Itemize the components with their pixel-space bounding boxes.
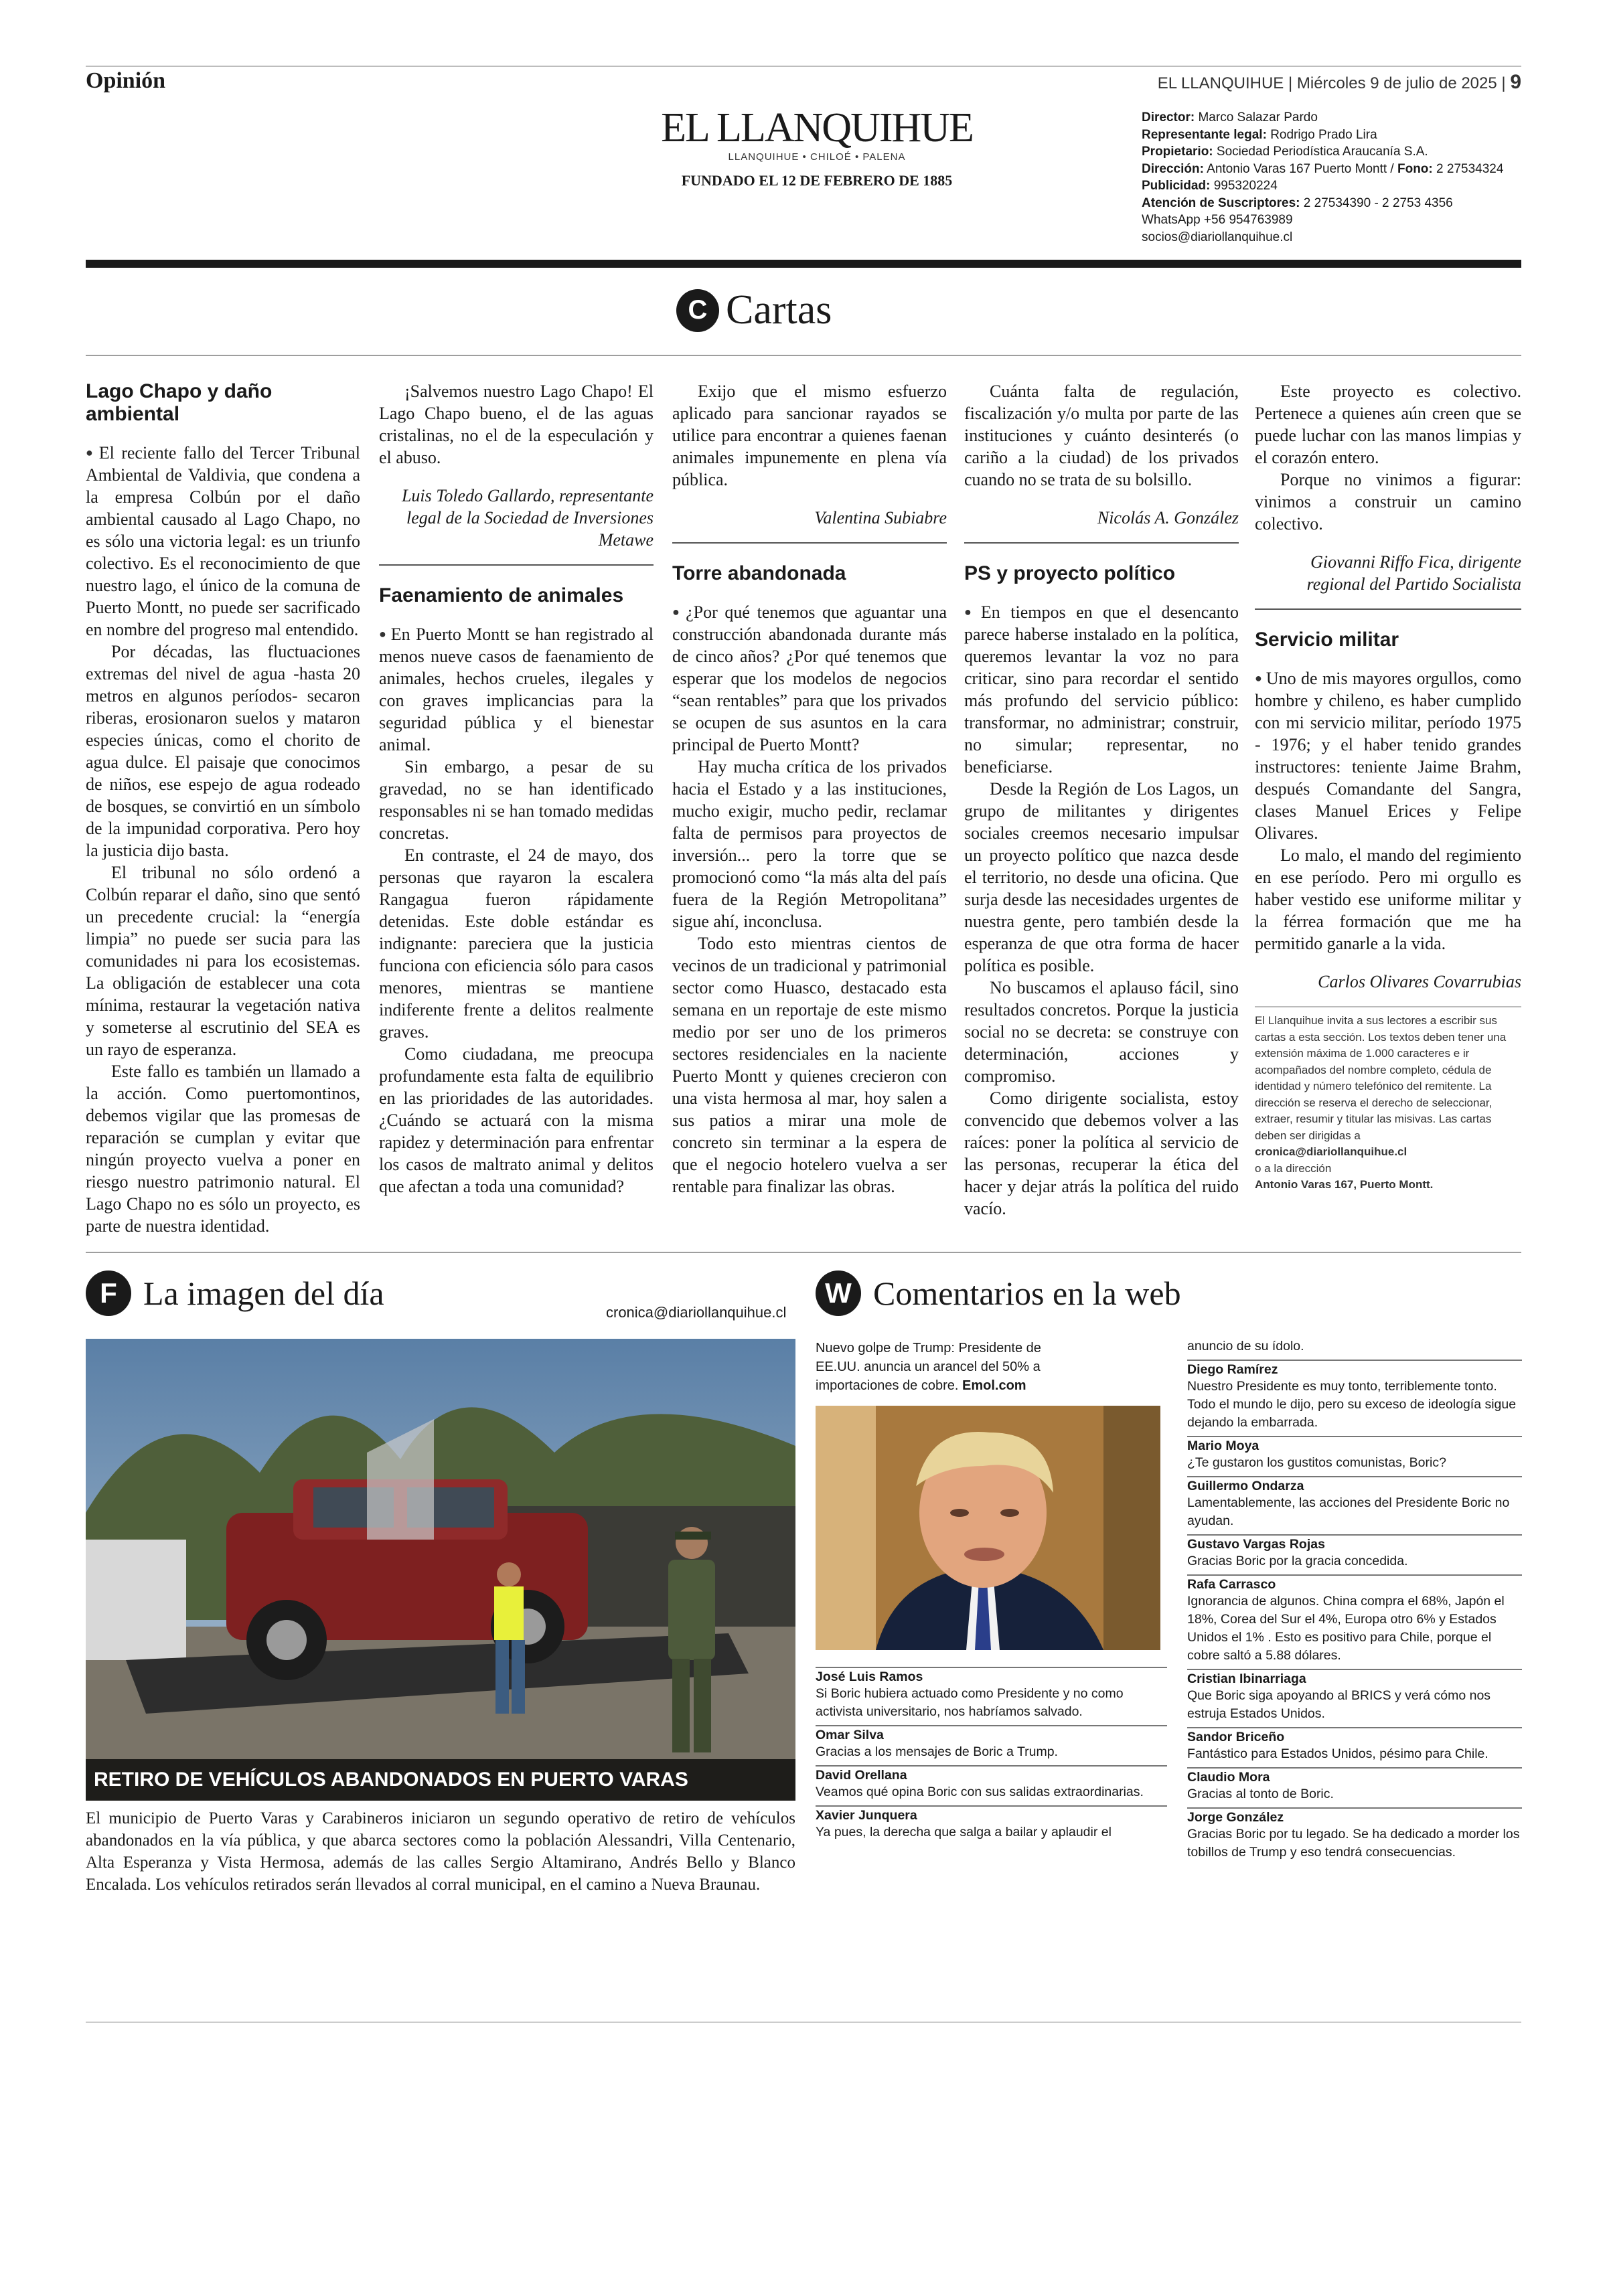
comment-continued	[1187, 1336, 1522, 1356]
comment-text: Gracias a los mensajes de Boric a Trump.	[816, 1744, 1058, 1759]
comment-text: Si Boric hubiera actuado como Presidente y no como activista universitario, nos habríamos salvado.	[816, 1686, 1124, 1719]
comment-author: Rafa Carrasco	[1187, 1577, 1276, 1592]
comment	[1187, 1807, 1522, 1862]
staff-line: Atención de Suscriptores: 2 27534390 - 2 2753 4356	[1142, 195, 1453, 210]
comment	[816, 1805, 1167, 1841]
letter-title: Lago Chapo y daño ambiental	[86, 380, 273, 425]
imagen-email[interactable]: cronica@diariollanquihue.cl	[606, 1304, 787, 1321]
letter-paragraph: El tribunal no sólo ordenó a Colbún reparar el daño, sino que sentó un precedente crucial: la “energía limpia” no puede ser sucia para las comunidades ni para los ecosistemas. La obligación de establecer una cota mínima, restaurar la vegetación nativa y someterse al escrutinio del SEA es un rayo de esperanza.	[86, 863, 360, 1059]
letter-title: Torre abandonada	[672, 562, 846, 584]
masthead-founded: FUNDADO EL 12 DE FEBRERO DE 1885	[681, 172, 953, 189]
letter-paragraph: Hay mucha crítica de los privados hacia el Estado y a las instituciones, mucho exigir, mucho pedir, reclamar falta de permisos para proyectos de inversión... pero la torre que se promocionó como “la más alta del país fuera de la Región Metropolitana” sigue ahí, inconclusa.	[672, 757, 947, 931]
letter-paragraph: Este fallo es también un llamado a la acción. Como puertomontinos, debemos vigilar que las promesas de reparación se cumplan y evitar que ningún proyecto vuelva a poner en riesgo nuestro patrimonio natural. El Lago Chapo no es sólo un proyecto, es parte de nuestra identidad.	[86, 1062, 360, 1236]
letter-title: Servicio militar	[1255, 629, 1399, 651]
letter-column-4	[964, 380, 1239, 1220]
comment-text: Veamos qué opina Boric con sus salidas extraordinarias.	[816, 1785, 1144, 1799]
staff-line: Propietario: Sociedad Periodística Araucanía S.A.	[1142, 145, 1428, 159]
letter-paragraph: Como ciudadana, me preocupa profundamente esta falta de equilibrio en las prioridades de las autoridades. ¿Cuándo se actuará con la misma rapidez y determinación para enfrentar los casos de maltrato animal y delitos que afectan a toda una comunidad?	[379, 1044, 654, 1196]
letter-paragraph: Cuánta falta de regulación, fiscalización y/o multa por parte de las instituciones y cuánto desinterés (o cariño a la ciudad) de los privados cuando no se trata de su bolsillo.	[964, 382, 1239, 489]
letter-signature: Nicolás A. González	[1097, 508, 1239, 527]
staff-line: Publicidad: 995320224	[1142, 179, 1278, 193]
header-thick-rule	[86, 260, 1521, 268]
web-source[interactable]: Emol.com	[962, 1378, 1026, 1393]
tow-truck-illustration	[86, 1339, 795, 1801]
cartas-badge-icon: C	[676, 289, 719, 332]
comment-author: Jorge González	[1187, 1810, 1284, 1825]
comment-author: Guillermo Ondarza	[1187, 1479, 1304, 1493]
comment-text: Lamentablemente, las acciones del Presidente Boric no ayudan.	[1187, 1495, 1510, 1528]
cartas-section-header	[676, 286, 832, 334]
comment	[1187, 1436, 1522, 1472]
web-title: Comentarios en la web	[873, 1275, 1181, 1312]
folio-date: Miércoles 9 de julio de 2025	[1296, 74, 1497, 92]
photo-description: El municipio de Puerto Varas y Carabineros iniciaron un segundo operativo de retiro de vehículos abandonados en la vía pública, y que abarca sectores como la población Alessandri, Villa Centenario, Alta Esperanza y Vista Hermosa, además de las calles Sergio Altamirano, Andrés Bello y Blanco Encalada. Los vehículos retirados serán llevados al corral municipal, en el camino a Nueva Braunau.	[86, 1809, 795, 1894]
imagen-badge-icon: F	[86, 1270, 131, 1316]
comment-text: Ignorancia de algunos. China compra el 68%, Japón el 18%, Corea del Sur el 4%, Europa otro 6% y Estados Unidos el 1% . Esto es positivo para Chile, porque el cobre saltó a 5.88 dólares.	[1187, 1594, 1505, 1663]
masthead-logo: EL LLANQUIHUE	[661, 105, 973, 151]
mid-rule	[86, 1252, 1521, 1253]
letter-column-1	[86, 380, 360, 1237]
letter-title: Faenamiento de animales	[379, 584, 624, 606]
comments-right-column	[1187, 1336, 1522, 1866]
bottom-rule	[86, 2022, 1521, 2023]
comment	[1187, 1727, 1522, 1763]
staff-box	[1142, 109, 1503, 246]
letter-paragraph: Exijo que el mismo esfuerzo aplicado para sancionar rayados se utilice para encontrar a quienes faenan animales impunemente en plena vía pública.	[672, 382, 947, 489]
comment	[1187, 1574, 1522, 1665]
comment-text: Fantástico para Estados Unidos, pésimo para Chile.	[1187, 1746, 1488, 1761]
submission-address: Antonio Varas 167, Puerto Montt.	[1255, 1178, 1434, 1191]
submission-email[interactable]: cronica@diariollanquihue.cl	[1255, 1145, 1407, 1158]
comment-text: ¿Te gustaron los gustitos comunistas, Boric?	[1187, 1455, 1446, 1470]
comment-author: Mario Moya	[1187, 1439, 1259, 1453]
folio: EL LLANQUIHUE | Miércoles 9 de julio de 2025 | 9	[1157, 71, 1521, 93]
comment-author: Claudio Mora	[1187, 1770, 1270, 1785]
letter-title: PS y proyecto político	[964, 562, 1176, 584]
letter-column-2	[379, 380, 654, 1198]
tow-truck-photo	[86, 1339, 795, 1801]
imagen-section-header	[86, 1270, 384, 1316]
cartas-rule	[86, 355, 1521, 356]
comment-author: Cristian Ibinarriaga	[1187, 1671, 1306, 1686]
photo-caption: RETIRO DE VEHÍCULOS ABANDONADOS EN PUERTO VARAS	[86, 1759, 795, 1801]
top-rule	[86, 66, 1521, 67]
comment-author: Sandor Briceño	[1187, 1730, 1285, 1744]
letter-paragraph: En contraste, el 24 de mayo, dos personas que rayaron la escalera Rangagua fueron rápidamente detenidas. Este doble estándar es indignante: pareciera que la justicia funciona con eficiencia sólo para casos menores, mientras se mantiene indiferente frente a delitos realmente graves.	[379, 845, 654, 1042]
comments-left-column	[816, 1667, 1167, 1846]
letter-paragraph: Por décadas, las fluctuaciones extremas del nivel de agua -hasta 20 metros en algunos períodos- secaron riberas, erosionaron suelos y mataron especies únicas, como el chorito de agua dulce. El paisaje que conocimos de niños, ese espejo de agua rodeado de bosques, se convirtió en un símbolo de la impunidad corporativa. Pero hoy la justicia dijo basta.	[86, 642, 360, 860]
letter-signature: Carlos Olivares Covarrubias	[1318, 972, 1521, 991]
letter-signature: Giovanni Riffo Fica, dirigente regional del Partido Socialista	[1306, 552, 1521, 594]
letter-column-3	[672, 380, 947, 1198]
letter-separator	[1255, 608, 1521, 610]
submission-note: El Llanquihue invita a sus lectores a escribir sus cartas a esta sección. Los textos deben tener una extensión máxima de 1.000 caracteres e ir acompañados del nombre completo, cédula de identidad y número telefónico del remitente. La dirección se reserva el derecho de seleccionar, extraer, resumir y titular las misivas. Las cartas deben ser dirigidas a cronica@diariollanquihue.cl o a la dirección Antonio Varas 167, Puerto Montt.	[1255, 1006, 1521, 1194]
letter-paragraph: Desde la Región de Los Lagos, un grupo de militantes y dirigentes sociales creemos necesario impulsar un proyecto político que nazca desde el territorio, no desde una oficina. Que surja desde las necesidades urgentes de nuestra gente, pero también desde la esperanza de que otra forma de hacer política es posible.	[964, 779, 1239, 975]
folio-newspaper: EL LLANQUIHUE	[1157, 74, 1284, 92]
letter-paragraph: Lo malo, el mando del regimiento en ese período. Pero mi orgullo es haber vestido ese uniforme militar y la férrea formación que me ha permitido ganarle a la vida.	[1255, 845, 1521, 953]
letter-signature: Valentina Subiabre	[814, 508, 947, 527]
staff-line: Director: Marco Salazar Pardo	[1142, 110, 1318, 125]
letter-column-5	[1255, 380, 1521, 1194]
comment-text: Ya pues, la derecha que salga a bailar y aplaudir el	[816, 1825, 1112, 1839]
letter-paragraph: ● Uno de mis mayores orgullos, como hombre y chileno, es haber cumplido con mi servicio militar, período 1975 - 1976; y el haber tenido grandes instructores: teniente Jaime Brahm, después Comandante del Sangra, clases Manuel Erices y Felipe Olivares.	[1255, 667, 1521, 844]
section-label: Opinión	[86, 68, 166, 93]
web-badge-icon: W	[816, 1270, 861, 1316]
letter-paragraph: ● ¿Por qué tenemos que aguantar una construcción abandonada durante más de cinco años? ¿Por qué tenemos que esperar que los modelos de negocios “sean rentables” para que los privados se ocupen de sus asuntos en la cara principal de Puerto Montt?	[672, 601, 947, 756]
comment-text: anuncio de su ídolo.	[1187, 1339, 1304, 1354]
letter-paragraph: Este proyecto es colectivo. Pertenece a quienes aún creen que se puede luchar con las manos limpias y el corazón entero.	[1255, 382, 1521, 467]
page-number: 9	[1510, 71, 1521, 93]
web-section-header	[816, 1270, 1181, 1316]
comment-author: José Luis Ramos	[816, 1669, 923, 1684]
letter-paragraph: ● En tiempos en que el desencanto parece haberse instalado en la política, queremos levantar la voz no para criticar, sino para recordar el sentido más profundo del servicio público: transformar, no administrar; construir, no simular; representar, no beneficiarse.	[964, 601, 1239, 778]
comment	[1187, 1669, 1522, 1723]
comment-text: Que Boric siga apoyando al BRICS y verá cómo nos estruja Estados Unidos.	[1187, 1688, 1491, 1721]
staff-line: WhatsApp +56 954763989	[1142, 213, 1293, 227]
letter-separator	[672, 542, 947, 544]
letter-paragraph: ● El reciente fallo del Tercer Tribunal Ambiental de Valdivia, que condena a la empresa Colbún por el daño ambiental causado al Lago Chapo, no es sólo una victoria legal: es un triunfo colectivo. Es el reconocimiento de que nuestro lago, el único de la comuna de Puerto Montt, no puede ser sacrificado en nombre del progreso mal entendido.	[86, 442, 360, 641]
letter-paragraph: Sin embargo, a pesar de su gravedad, no se han identificado responsables ni se han tomado medidas concretas.	[379, 757, 654, 843]
comment	[1187, 1476, 1522, 1530]
comment	[816, 1725, 1167, 1761]
trump-photo	[816, 1406, 1160, 1650]
comment	[816, 1667, 1167, 1721]
comment-author: David Orellana	[816, 1768, 907, 1783]
comment-author: Xavier Junquera	[816, 1808, 917, 1823]
staff-line: Dirección: Antonio Varas 167 Puerto Montt / Fono: 2 27534324	[1142, 161, 1504, 176]
comment-author: Omar Silva	[816, 1728, 884, 1742]
comment-text: Gracias Boric por tu legado. Se ha dedicado a morder los tobillos de Trump y eso tendrá consecuencias.	[1187, 1827, 1520, 1860]
staff-line: socios@diariollanquihue.cl	[1142, 230, 1293, 244]
web-lead: Nuevo golpe de Trump: Presidente de EE.UU. anuncia un arancel del 50% a importaciones de cobre. Emol.com	[816, 1341, 1041, 1393]
letter-signature: Luis Toledo Gallardo, representante legal de la Sociedad de Inversiones Metawe	[401, 486, 654, 550]
letter-paragraph: Como dirigente socialista, estoy convencido que debemos volver a las raíces: poner la política al servicio de las personas, recuperar la ética del hacer y dejar atrás la política del ruido vacío.	[964, 1088, 1239, 1218]
comment	[1187, 1360, 1522, 1432]
letter-paragraph: ● En Puerto Montt se han registrado al menos nueve casos de faenamiento de animales, hechos crueles, ilegales y con graves implicancias para la seguridad pública y el bienestar animal.	[379, 623, 654, 756]
letter-paragraph: No buscamos el aplauso fácil, sino resultados concretos. Porque la justicia social no se decreta: se construye con determinación, acciones y compromiso.	[964, 978, 1239, 1086]
comment-author: Diego Ramírez	[1187, 1362, 1278, 1377]
comment-author: Gustavo Vargas Rojas	[1187, 1537, 1325, 1552]
comment-text: Gracias al tonto de Boric.	[1187, 1787, 1334, 1801]
masthead-region: LLANQUIHUE • CHILOÉ • PALENA	[728, 151, 906, 163]
letter-separator	[379, 564, 654, 566]
comment-text: Gracias Boric por la gracia concedida.	[1187, 1554, 1408, 1568]
letter-separator	[964, 542, 1239, 544]
comment	[1187, 1534, 1522, 1570]
letter-paragraph: Todo esto mientras cientos de vecinos de un tradicional y patrimonial sector como Huasco, destacado esta semana en un reportaje de este mismo medio por ser uno de los primeros sectores residenciales en la naciente Puerto Montt y quienes crecieron con una vista hermosa al mar, hoy salen a sus patios a mirar una mole de concreto sin terminar a la espera de que el negocio hotelero vuelva a ser rentable para finalizar las obras.	[672, 934, 947, 1196]
comment-text: Nuestro Presidente es muy tonto, terriblemente tonto. Todo el mundo le dijo, pero su exceso de ideología sigue dejando la embarrada.	[1187, 1379, 1517, 1430]
portrait-illustration	[816, 1406, 1160, 1650]
comment	[1187, 1767, 1522, 1803]
letter-paragraph: Porque no vinimos a figurar: vinimos a construir un camino colectivo.	[1255, 470, 1521, 534]
comment	[816, 1765, 1167, 1801]
imagen-title: La imagen del día	[143, 1275, 384, 1312]
masthead	[643, 107, 991, 189]
cartas-title: Cartas	[726, 287, 832, 333]
letter-paragraph: ¡Salvemos nuestro Lago Chapo! El Lago Chapo bueno, el de las aguas cristalinas, no el de la especulación y el abuso.	[379, 382, 654, 467]
staff-line: Representante legal: Rodrigo Prado Lira	[1142, 127, 1377, 142]
